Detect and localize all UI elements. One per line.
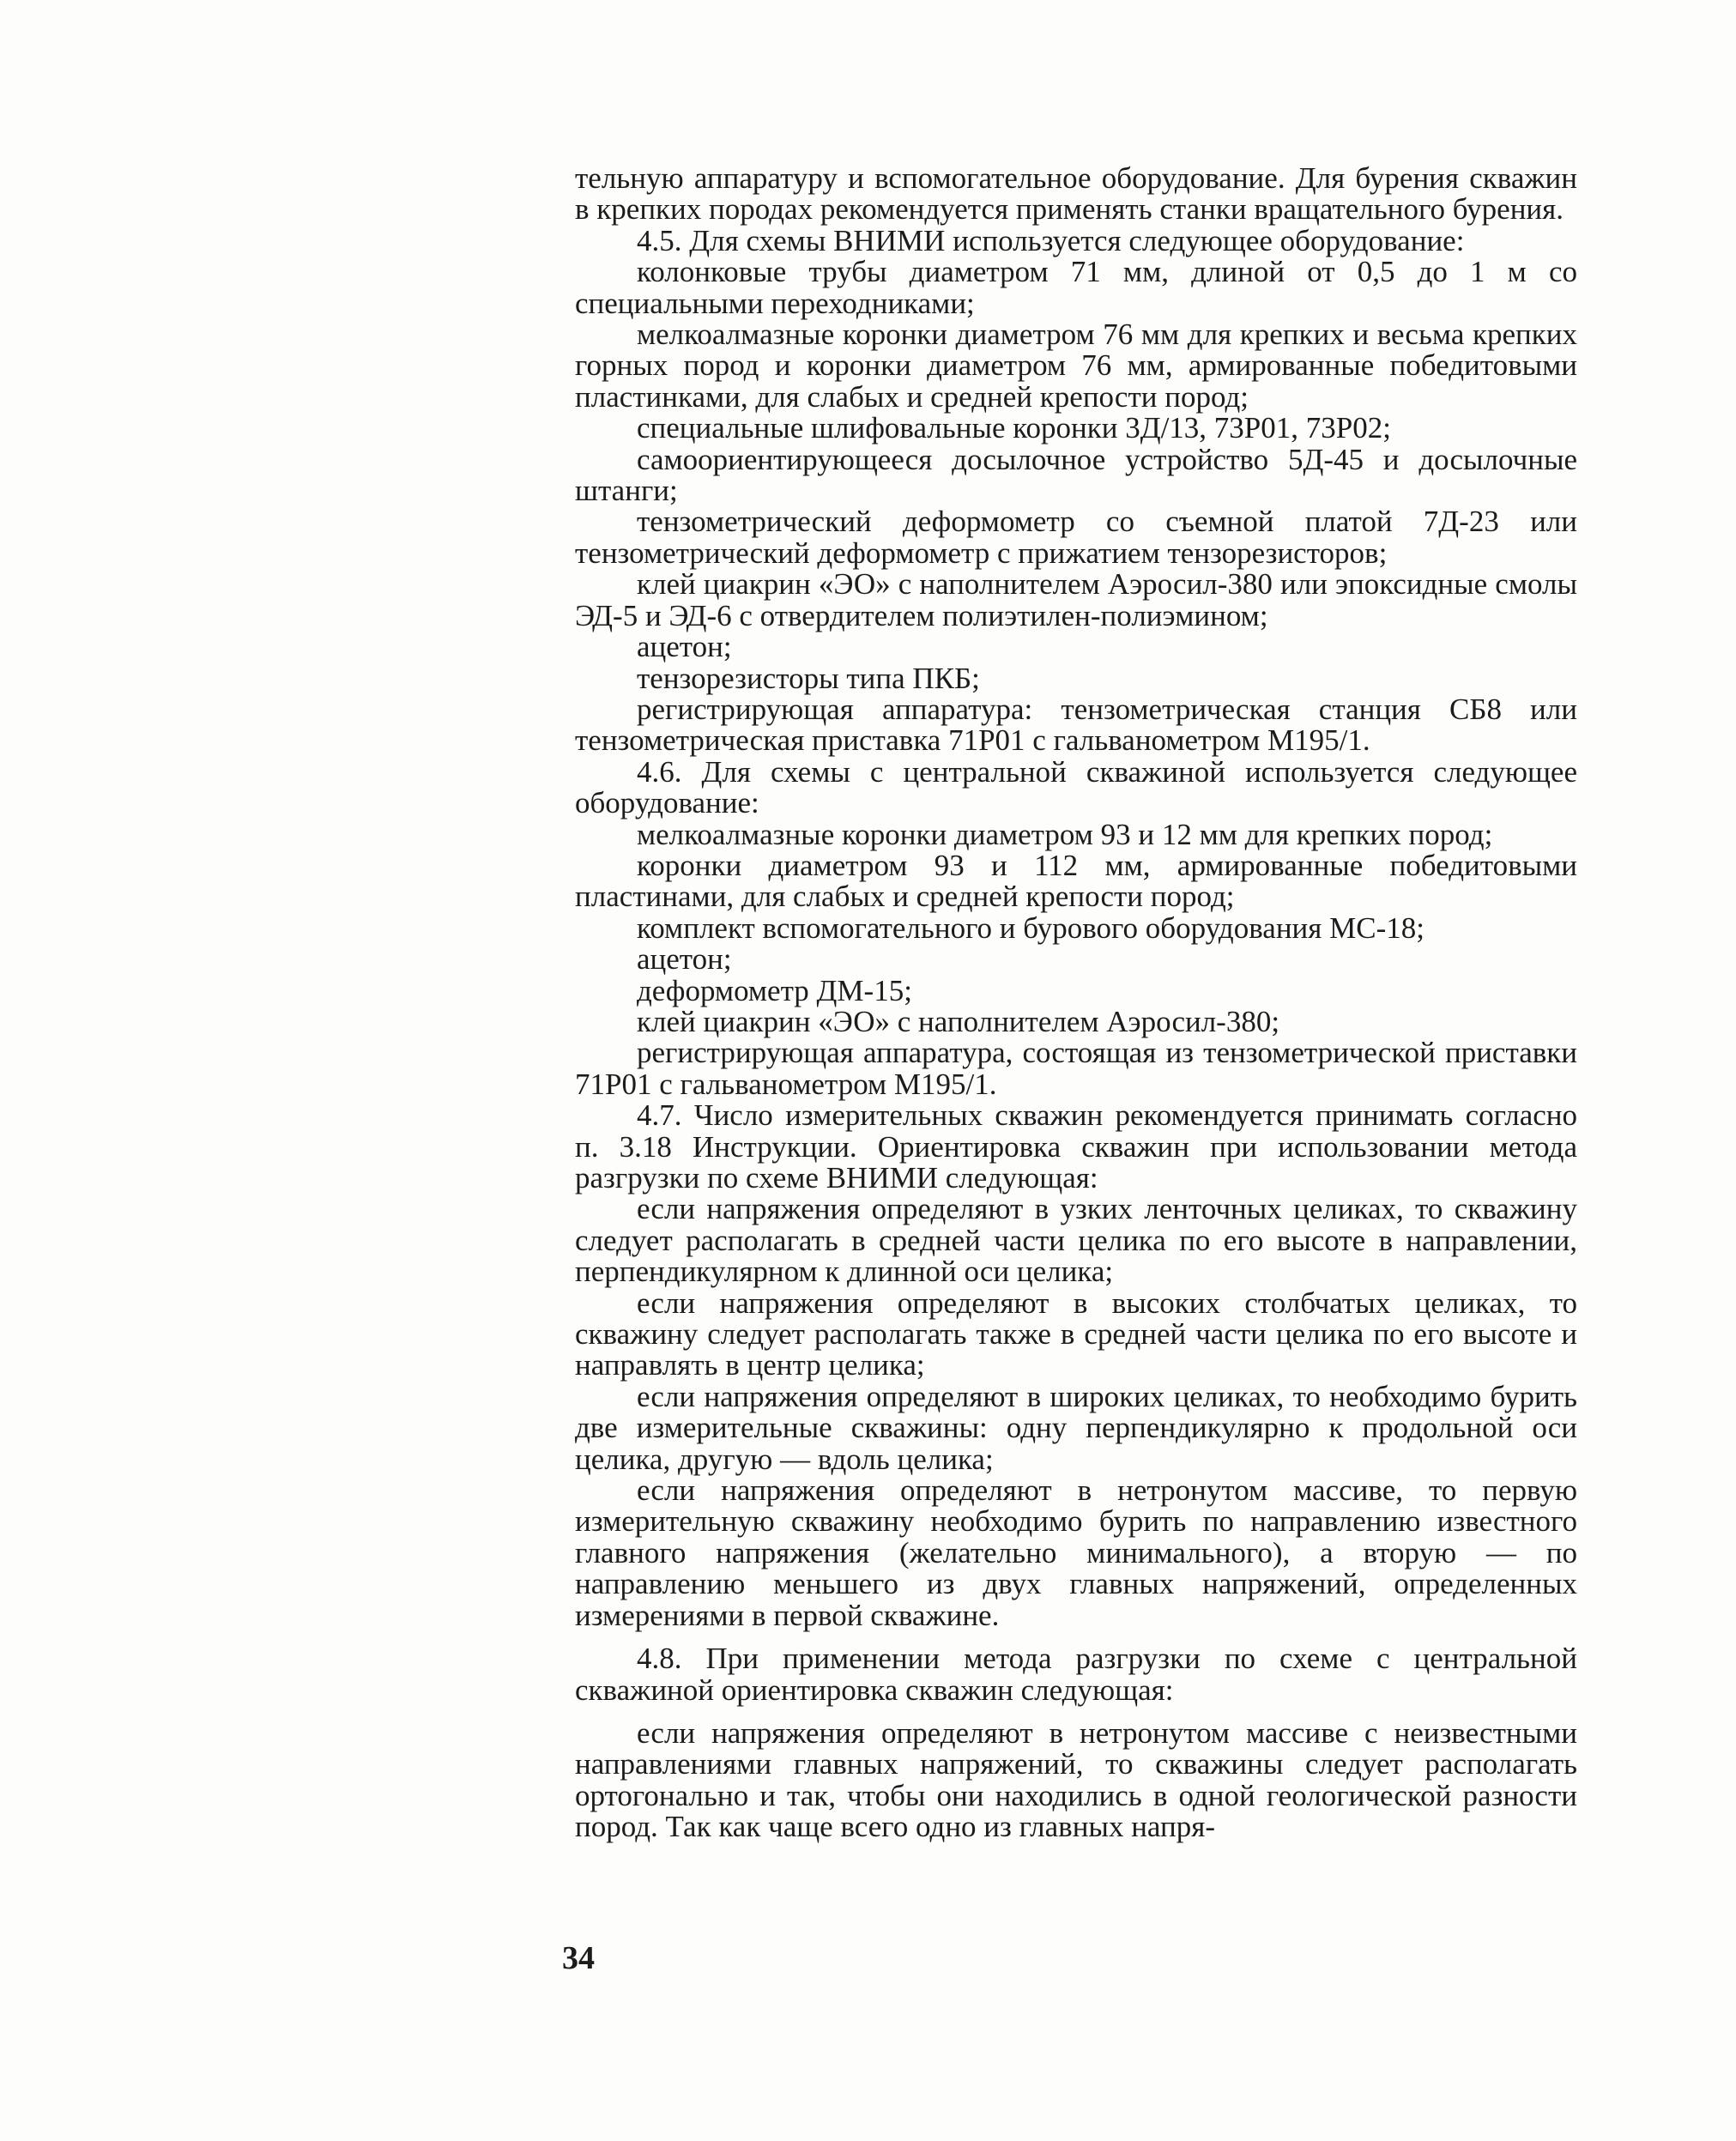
body-text xyxy=(575,163,1577,1843)
list-item-glue: клей циакрин «ЭО» с наполнителем Аэросил-380 или эпоксидные смолы ЭД-5 и ЭД-6 с отвердителем полиэтилен-полиэмином; xyxy=(575,567,1577,632)
paragraph-4-8: 4.8. При применении метода разгрузки по схеме с центральной скважиной ориентировка скважин следующая: xyxy=(575,1642,1577,1707)
list-item-acetone-2: ацетон; xyxy=(637,942,732,977)
list-item-glue-2: клей циакрин «ЭО» с наполнителем Аэросил-380; xyxy=(637,1004,1280,1038)
list-item-grinding-bits: специальные шлифовальные коронки 3Д/13, 73Р01, 73Р02; xyxy=(637,411,1391,445)
paragraph-continuation: тельную аппаратуру и вспомогательное оборудование. Для бурения скважин в крепких породах рекомендуется применять станки вращательного бурения. xyxy=(575,161,1577,227)
list-item-deformometer: тензометрический деформометр со съемной платой 7Д-23 или тензометрический деформометр с прижатием тензорезисторов; xyxy=(575,505,1577,570)
list-item-core-tubes: колонковые трубы диаметром 71 мм, длиной от 0,5 до 1 м со специальными переходниками; xyxy=(575,255,1577,320)
paragraph-4-6-heading: 4.6. Для схемы с центральной скважиной используется следующее оборудование: xyxy=(575,754,1577,820)
list-item-wide-pillars: если напряжения определяют в широких целиках, то необходимо бурить две измерительные скважины: одну перпендикулярно к продольной оси целика, другую — вдоль целика; xyxy=(575,1379,1577,1476)
list-item-fine-diamond-bits: мелкоалмазные коронки диаметром 93 и 12 мм для крепких пород; xyxy=(637,817,1493,851)
paragraph-4-7: 4.7. Число измерительных скважин рекомендуется принимать согласно п. 3.18 Инструкции. Ориентировка скважин при использовании метода разгрузки по схеме ВНИМИ следующая: xyxy=(575,1098,1577,1194)
list-item-narrow-pillars: если напряжения определяют в узких ленточных целиках, то скважину следует располагать в средней части целика по его высоте в направлении, перпендикулярном к длинной оси целика; xyxy=(575,1192,1577,1289)
list-item-recording-equipment: регистрирующая аппаратура: тензометрическая станция СБ8 или тензометрическая приставка 71Р01 с гальванометром М195/1. xyxy=(575,692,1577,758)
list-item-deformometer-dm15: деформометр ДМ-15; xyxy=(637,973,912,1007)
list-item-intact-massif: если напряжения определяют в нетронутом массиве, то первую измерительную скважину необходимо бурить по направлению известного главного напряжения (желательно минимального), а вторую — по направлению меньшего из двух главных напряжений, определенных измерениями в первой скважине. xyxy=(575,1473,1577,1632)
list-item-recording-equipment-2: регистрирующая аппаратура, состоящая из тензометрической приставки 71Р01 с гальванометром М195/1. xyxy=(575,1036,1577,1101)
list-item-self-orienting-device: самоориентирующееся досылочное устройство 5Д-45 и досылочные штанги; xyxy=(575,442,1577,508)
list-item-tall-pillars: если напряжения определяют в высоких столбчатых целиках, то скважину следует располагать также в средней части целика по его высоте и направлять в центр целика; xyxy=(575,1285,1577,1382)
page-number: 34 xyxy=(562,1940,595,1976)
list-item-acetone: ацетон; xyxy=(637,630,732,664)
list-item-carbide-bits: коронки диаметром 93 и 112 мм, армированные победитовыми пластинами, для слабых и средней крепости пород; xyxy=(575,848,1577,914)
list-item-intact-massif-unknown: если напряжения определяют в нетронутом массиве с неизвестными направлениями главных напряжений, то скважины следует располагать ортогонально и так, чтобы они находились в одной геологической разности пород. Так как чаще всего одно из главных напря- xyxy=(575,1715,1577,1844)
list-item-equipment-set: комплект вспомогательного и бурового оборудования МС-18; xyxy=(637,910,1424,945)
paragraph-4-5-heading: 4.5. Для схемы ВНИМИ используется следующее оборудование: xyxy=(637,223,1465,257)
list-item-diamond-bits: мелкоалмазные коронки диаметром 76 мм для крепких и весьма крепких горных пород и коронки диаметром 76 мм, армированные победитовыми пластинками, для слабых и средней крепости пород; xyxy=(575,318,1577,414)
list-item-strain-gauges: тензорезисторы типа ПКБ; xyxy=(637,661,980,695)
